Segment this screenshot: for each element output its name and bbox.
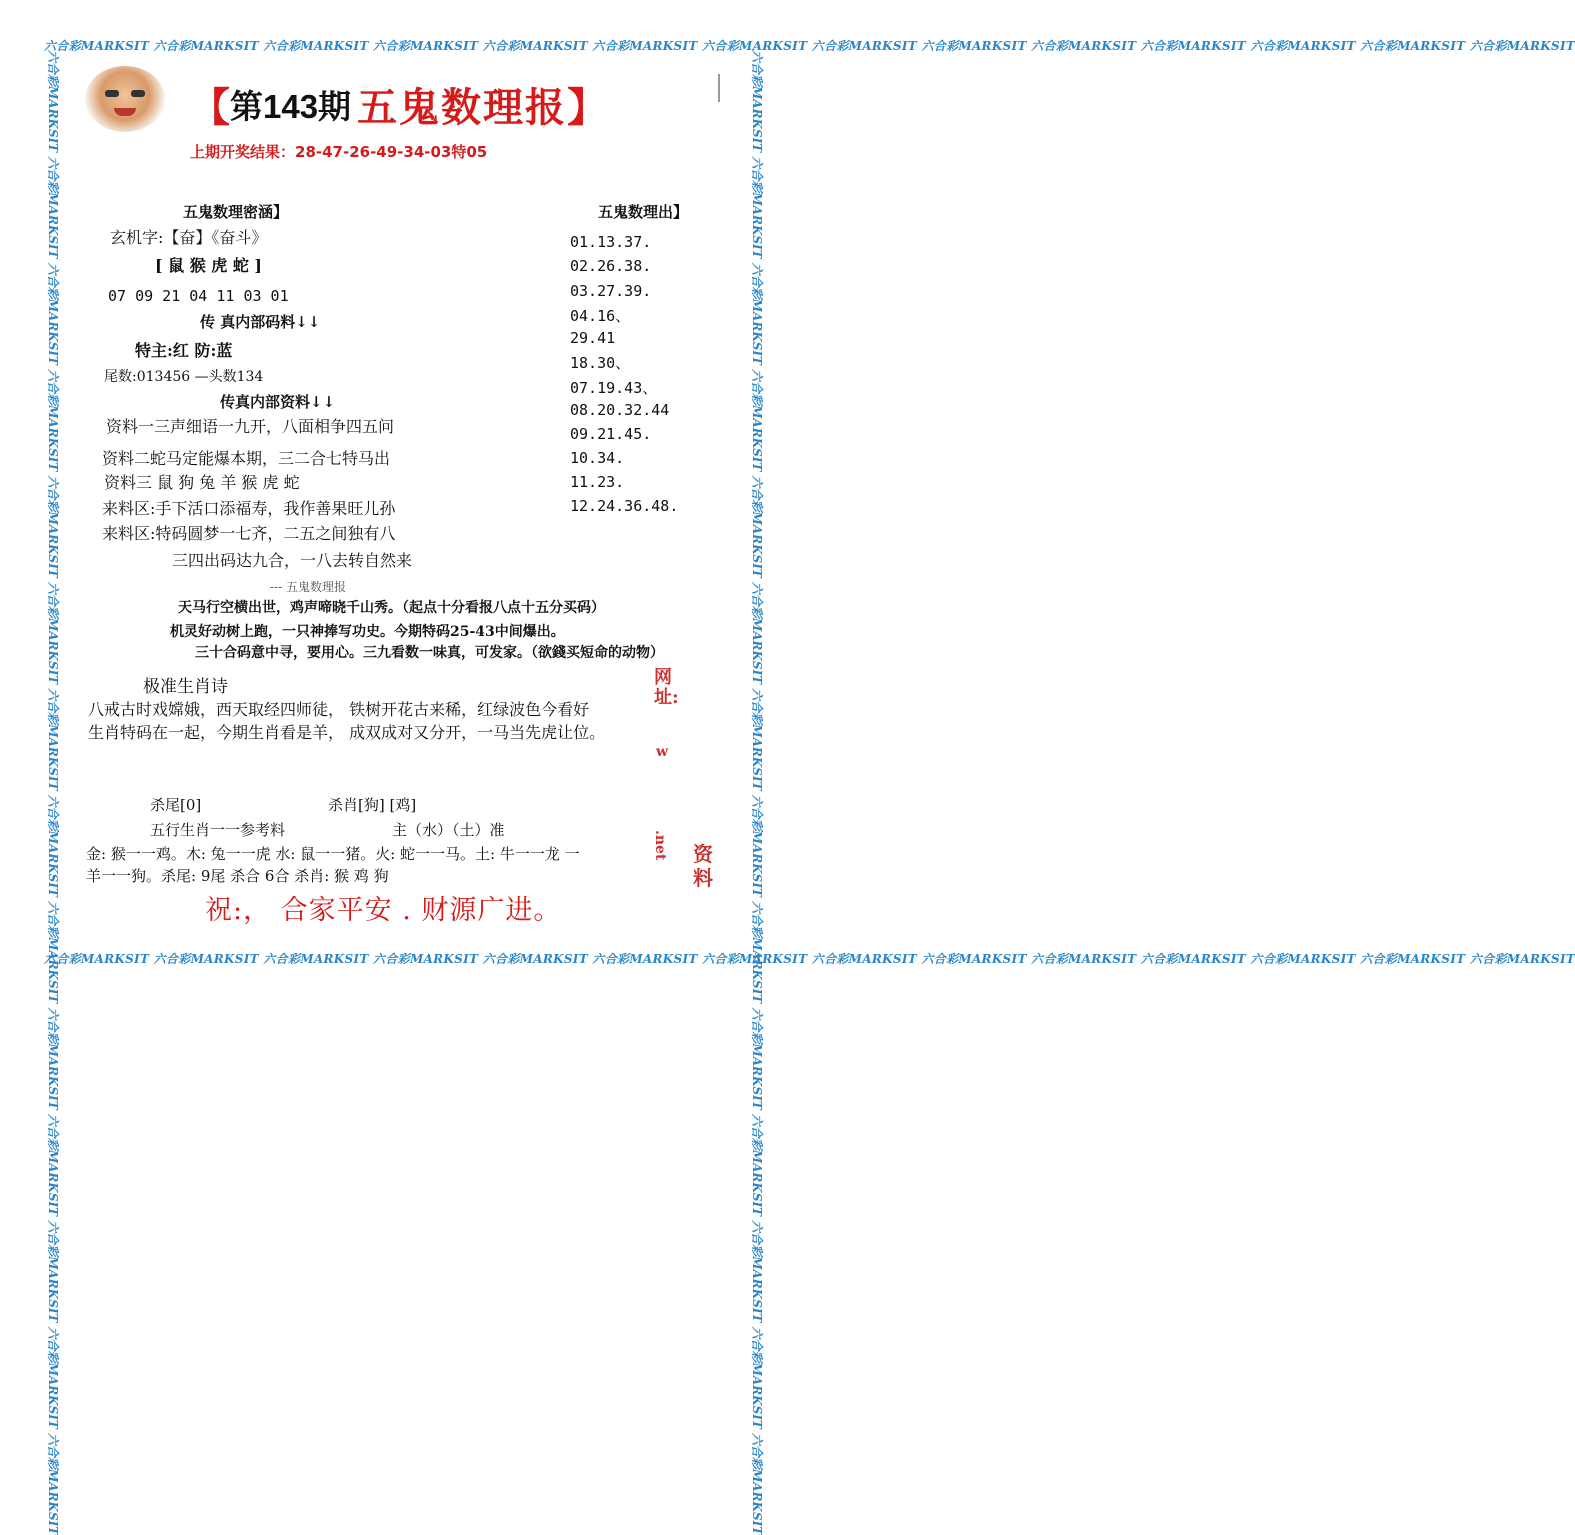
poem-line-1: 天马行空横出世，鸡声啼晓千山秀。（起点十分看报八点十五分买码） <box>178 600 605 616</box>
title-bracket-close: 】 <box>567 84 608 131</box>
stamp-w: w <box>656 744 669 760</box>
right-number: 29.41 <box>570 329 616 347</box>
zodiac-line-2: 生肖特码在一起，今期生肖看是羊， 成双成对又分开，一马当先虎让位。 <box>88 723 606 742</box>
right-number: 12.24.36.48. <box>570 497 679 515</box>
stamp-net: .net <box>652 830 668 861</box>
right-number: 09.21.45. <box>570 425 652 443</box>
poem-line-2: 机灵好动树上跑，一只神捧写功史。今期特码25-43中间爆出。 <box>170 624 565 640</box>
title-name: 五鬼数理报 <box>357 84 568 131</box>
avatar-mouth <box>114 108 136 116</box>
tail-line: 尾数:013456 —头数134 <box>104 369 264 385</box>
zodiac-line-1: 八戒古时戏嫦娥，西天取经四师徒， 铁树开花古来稀，红绿波色今看好 <box>88 700 590 719</box>
number-line: 07 09 21 04 11 03 01 <box>108 287 289 305</box>
right-number: 04.16、 <box>570 307 631 325</box>
border-text-right: 六合彩MARKSIT 六合彩MARKSIT 六合彩MARKSIT 六合彩MARKSIT 六合彩MARKSIT 六合彩MARKSIT 六合彩MARKSIT 六合彩MARKSIT 六合彩MARKSIT 六合彩MARKSIT 六合彩MARKSIT 六合彩MARKSIT 六合彩MARKSIT 六合彩MARKSIT <box>750 50 764 1535</box>
title-issue: 第143期 <box>230 88 352 125</box>
kill-tail: 杀尾[0] <box>150 796 202 814</box>
xuanji-line: 玄机字:【奋】《奋斗》 <box>110 228 268 247</box>
right-number: 01.13.37. <box>570 233 652 251</box>
fax-line-2: 传真内部资料↓↓ <box>220 393 336 411</box>
section-divider: --- 五鬼数理报 <box>270 580 346 594</box>
title-bracket-open: 【 <box>190 84 230 131</box>
elements-line-2: 羊一一狗。杀尾: 9尾 杀合 6合 杀肖: 猴 鸡 狗 <box>86 867 389 885</box>
animal-line: [ 鼠 猴 虎 蛇 ] <box>155 256 262 275</box>
border-top <box>44 37 1575 55</box>
elements-line-1: 金: 猴一一鸡。木: 兔一一虎 水: 鼠一一猪。火: 蛇一一马。土: 牛一一龙 一 <box>86 845 580 863</box>
right-number: 03.27.39. <box>570 282 652 300</box>
right-number: 10.34. <box>570 449 625 467</box>
ziliao-2: 资料二蛇马定能爆本期，三二合七特马出 <box>102 449 391 468</box>
poem-line-3: 三十合码意中寻，要用心。三九看数一味真，可发家。（欲錢买短命的动物） <box>195 645 664 661</box>
ziliao-3: 资料三 鼠 狗 兔 羊 猴 虎 蛇 <box>104 473 300 492</box>
right-number: 08.20.32.44 <box>570 401 670 419</box>
wish-text: 祝:， 合家平安 . 财源广进。 <box>205 895 562 926</box>
right-heading: 五鬼数理出】 <box>598 203 689 221</box>
stamp-ziliao: 资料 <box>693 842 713 890</box>
laiqu-3: 三四出码达九合，一八去转自然来 <box>172 551 413 570</box>
wuxing-heading: 五行生肖一一参考料 <box>150 821 286 839</box>
laiqu-1: 来料区:手下活口添福寿，我作善果旺儿孙 <box>102 499 396 518</box>
special-line: 特主:红 防:蓝 <box>135 341 233 360</box>
right-number: 07.19.43、 <box>570 379 658 397</box>
left-heading: 五鬼数理密涵】 <box>183 203 289 221</box>
corner-mark <box>718 74 724 102</box>
ziliao-1: 资料一三声细语一九开，八面相争四五问 <box>106 417 395 436</box>
page-title <box>190 76 608 131</box>
kill-animal: 杀肖[狗] [鸡] <box>328 796 417 814</box>
last-result: 上期开奖结果：28-47-26-49-34-03特05 <box>190 143 488 161</box>
border-bottom <box>44 950 1575 968</box>
right-number: 11.23. <box>570 473 625 491</box>
border-text-bottom: 六合彩MARKSIT 六合彩MARKSIT 六合彩MARKSIT 六合彩MARKSIT 六合彩MARKSIT 六合彩MARKSIT 六合彩MARKSIT 六合彩MARKSIT 六合彩MARKSIT 六合彩MARKSIT 六合彩MARKSIT 六合彩MARKSIT 六合彩MARKSIT 六合彩MARKSIT <box>44 952 1575 966</box>
border-text-top: 六合彩MARKSIT 六合彩MARKSIT 六合彩MARKSIT 六合彩MARKSIT 六合彩MARKSIT 六合彩MARKSIT 六合彩MARKSIT 六合彩MARKSIT 六合彩MARKSIT 六合彩MARKSIT 六合彩MARKSIT 六合彩MARKSIT 六合彩MARKSIT 六合彩MARKSIT <box>44 39 1575 53</box>
avatar-eye-left <box>105 90 119 97</box>
zodiac-heading: 极准生肖诗 <box>143 677 228 697</box>
fax-line-1: 传 真内部码料↓↓ <box>200 313 321 331</box>
avatar-eye-right <box>131 90 145 97</box>
border-left <box>44 50 62 1535</box>
avatar <box>85 66 165 132</box>
right-number: 18.30、 <box>570 354 631 372</box>
right-number: 02.26.38. <box>570 257 652 275</box>
wuxing-main: 主（水）（土）准 <box>392 821 505 839</box>
divider-text: 五鬼数理报 <box>285 580 346 594</box>
laiqu-2: 来料区:特码圆梦一七齐，二五之间独有八 <box>102 524 396 543</box>
stamp-web: 网址: <box>654 667 679 708</box>
border-right <box>748 50 766 1535</box>
border-text-left: 六合彩MARKSIT 六合彩MARKSIT 六合彩MARKSIT 六合彩MARKSIT 六合彩MARKSIT 六合彩MARKSIT 六合彩MARKSIT 六合彩MARKSIT 六合彩MARKSIT 六合彩MARKSIT 六合彩MARKSIT 六合彩MARKSIT 六合彩MARKSIT 六合彩MARKSIT <box>46 50 60 1535</box>
